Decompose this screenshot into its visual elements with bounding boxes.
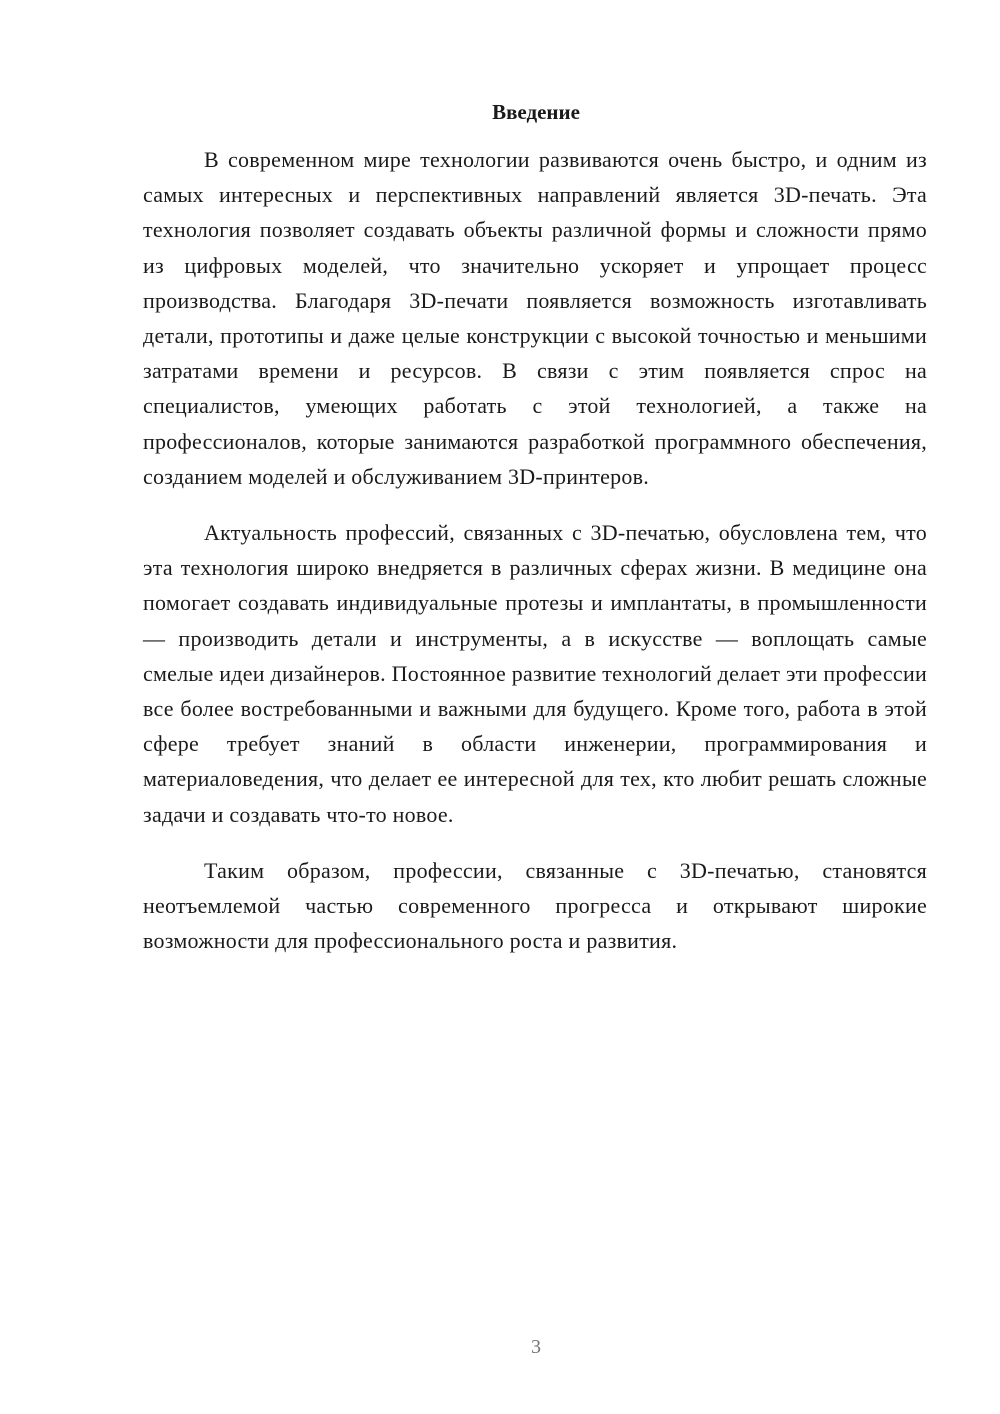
- page-title: Введение: [492, 100, 580, 124]
- paragraph-3: Таким образом, профессии, связанные с 3D-печатью, становятся неотъемлемой частью современного прогресса и открывают широкие возможности для профессионального роста и развития.: [143, 857, 927, 954]
- page-number: 3: [531, 1336, 541, 1358]
- paragraph-2: Актуальность профессий, связанных с 3D-печатью, обусловлена тем, что эта технология широко внедряется в различных сферах жизни. В медицине она помогает создавать индивидуальные протезы и имплантаты, в промышленности — производить детали и инструменты, а в искусстве — воплощать самые смелые идеи дизайнеров. Постоянное развитие технологий делает эти профессии все более востребованными и важными для будущего. Кроме того, работа в этой сфере требует знаний в области инженерии, программирования и материаловедения, что делает ее интересной для тех, кто любит решать сложные задачи и создавать что-то новое.: [143, 520, 927, 827]
- paragraph-1: В современном мире технологии развиваются очень быстро, и одним из самых интересных и перспективных направлений является 3D-печать. Эта технология позволяет создавать объекты различной формы и сложности прямо из цифровых моделей, что значительно ускоряет и упрощает процесс производства. Благодаря 3D-печати появляется возможность изготавливать детали, прототипы и даже целые конструкции с высокой точностью и меньшими затратами времени и ресурсов. В связи с этим появляется спрос на специалистов, умеющих работать с этой технологией, а также на профессионалов, которые занимаются разработкой программного обеспечения, созданием моделей и обслуживанием 3D-принтеров.: [143, 147, 927, 489]
- document-body: [143, 142, 927, 958]
